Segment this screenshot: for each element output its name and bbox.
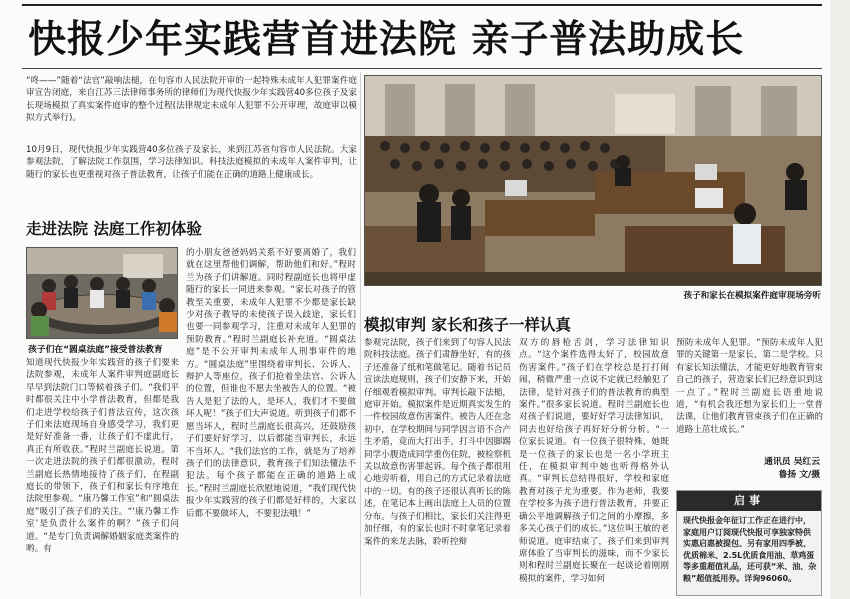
page-margin [830, 0, 850, 599]
intro-paragraph-1: “咚——”随着“法官”敲响法槌，在句容市人民法院开审的一起特殊未成年人犯罪案件庭审宣告闭庭，来自江苏三法律师事务所的律师们为现代快报少年实践营40多位孩子及家长现场模拟了真实案件庭审的整个过程(法律规定未成年人犯罪不公开审理，故庭审以模拟方式举行)。 [26, 76, 357, 124]
photo-small-caption: 孩子们在“圆桌法庭”接受普法教育 [28, 345, 163, 355]
article-column-b: 的小朋友爸爸妈妈关系不好要离婚了，我们就在这里帮他们调解，帮助他们和好。”程时兰为孩子们讲解道。同时程副庭长也将甲虚随行的家长一同进来参观。“家长对孩子的管教至关重要，未成年人犯罪不少都是家长缺少对孩子教导的未使孩子误入歧途，家长们也要一同参观学习，注重对未成年人犯罪的预防教育。”程时兰副庭长补充道。“圆桌法庭”是不公开审判未成年人刑事审件的地方。“圆桌法庭”里围绕着审判长、公诉人、辩护人等座位，孩子们抢着坐法官、公诉人的位置，但谁也不愿去坐被告人的位置。“被告人是犯了法的人，是坏人，我们才不要做坏人呢！”孩子们大声说道。听到孩子们都不愿当坏人，程时兰副庭长很高兴，还鼓励孩子们要好好学习，以后都能当审判长，永远不当坏人。“我们法官的工作，就是为了培养孩子们的法律意识，教育孩子们知法懂法不犯法。每个孩子都能在正确的道路上成长。”程时兰副庭长欣慰地说道，“我们现代快报少年实践营的孩子们都是好样的，大家以后都不要做坏人，不要犯法哦！” [186, 248, 356, 519]
intro-paragraph-2: 10月9日，现代快报少年实践营40多位孩子及家长，来到江苏省句容市人民法院。大家参观法院，了解法院工作氛围，学习法律知识。科技法庭模拟的未成年人案件审判，让随行的家长也更重视对孩子普法教育，让孩子们能在正确的道路上健康成长。 [26, 145, 357, 180]
article-column-d: 双方的唇枪舌剑，学习法律知识点。“这个案件选得太好了，校园故意伤害案件。”孩子们在学校总是打打闹闹，稍微严重一点说不定就已经触犯了法律，是针对孩子们的普法教育的典型案件。”很多家长说道。程时兰副庭长也对孩子们说道，要好好学习法律知识，同去也好给孩子再好好分析分析。“一位家长说道。有一位孩子很特殊，她既是一位孩子的家长也是一名小学班主任，在模拟审判中她也听得格外认真。“审判长总结得很好，学校和家庭教育对孩子尤为重要。作为老师，我要在学校多为孩子进行普法教育，并要正确公平地调解孩子们之间的小摩擦，多多关心孩子们的成长。”这位叫王敏的老师说道。庭审结束了，孩子们来到审判席体验了当审判长的滋味，而不少家长则和程时兰副庭长聚在一起谈论着刚刚模拟的案件，学习如何 [519, 338, 669, 584]
headline-rule [22, 68, 822, 69]
section-title-court-visit: 走进法院 法庭工作初体验 [26, 220, 202, 238]
article-column-e: 预防未成年人犯罪。“预防未成年人犯罪的关键第一是家长，第二是学校。只有家长知法懂法，才能更好地教育管束自己的孩子，营造家长们已经意识到这一点了。”程时兰副庭长语重地说道，“有机会我还想为家长们上一堂普法课，让他们教育管束孩子们在正确的道路上茁壮成长。” [676, 338, 823, 435]
page-headline: 快报少年实践营首进法院 亲子普法助成长 [28, 17, 745, 61]
article-byline [736, 456, 820, 482]
byline-line-1: 通讯员 吴红云 [764, 457, 820, 467]
notice-box [676, 490, 822, 596]
byline-line-2: 鲁扬 文/摄 [778, 470, 820, 480]
photo-round-table-court [26, 247, 178, 339]
notice-text: 现代快报金年征订工作正在进行中，家庭用户订阅现代快报可享独家特供实惠启惠被提包、另有家用四季被、优质棉米、2.5L优质食用油、草鸡蛋等多重超值礼品，还可获“米、油、杂粮”超值抵用券。详询96060。 [683, 516, 817, 583]
top-rule [22, 4, 822, 6]
column-divider [360, 72, 361, 596]
photo-mock-trial [364, 75, 822, 286]
photo-big-caption: 孩子和家长在模拟案件庭审现场旁听 [683, 291, 821, 301]
article-column-a: 知道现代快报少年实践营的孩子们要来法院参观，未成年人案件审判庭副庭长早早到法院门口等候着孩子们。“我们平时都很关注中小学普法教育，但都是我们走进学校给孩子们普法宣传，这次孩子们来法庭现场自身感受学习，我们更是好好准备一番，让孩子们不虚此行，真正有所收获。”程时兰副庭长说道。第一次走进法院的孩子们都很激动，程时兰副庭长热情地接待了孩子们，在程副庭长的带领下，孩子们和家长有序地在法院里参观。“康乃馨工作室”和“圆桌法庭”吸引了孩子们的关注。“‘康乃馨工作室’是负责什么案件的啊？”孩子们问道。“是专门负责调解婚姻家庭类案件的哟。有 [26, 358, 179, 555]
article-column-c: 参观完法院，孩子们来到了句容人民法院科技法庭。孩子们肃静坐好，有的孩子还准备了纸和笔做笔记。随着书记员宣读法庭规则，孩子们安静下来，开始仔细观看模拟审判。审判长敲下法槌，庭审开始。模拟案件是近期真实发生的一件校园故意伤害案件。被告人还在念初中，在学校期间与同学因言语不合产生矛盾，竟而大打出手，打斗中因脚踢同学小腹造成同学重伤住院，被检察机关以故意伤害罪起诉。每个孩子都很用心地旁听着，用自己的方式记录着法庭中的一切。有的孩子还很认真听长的陈述，在笔记本上画出法庭上人员的位置分布。与孩子们相比，家长们关注得更加仔细，有的家长也时不时拿笔记录着案件的来龙去脉，聆听控辩 [364, 338, 511, 547]
notice-title: 启事 [677, 491, 821, 511]
section-title-mock-trial: 模拟审判 家长和孩子一样认真 [364, 316, 571, 334]
